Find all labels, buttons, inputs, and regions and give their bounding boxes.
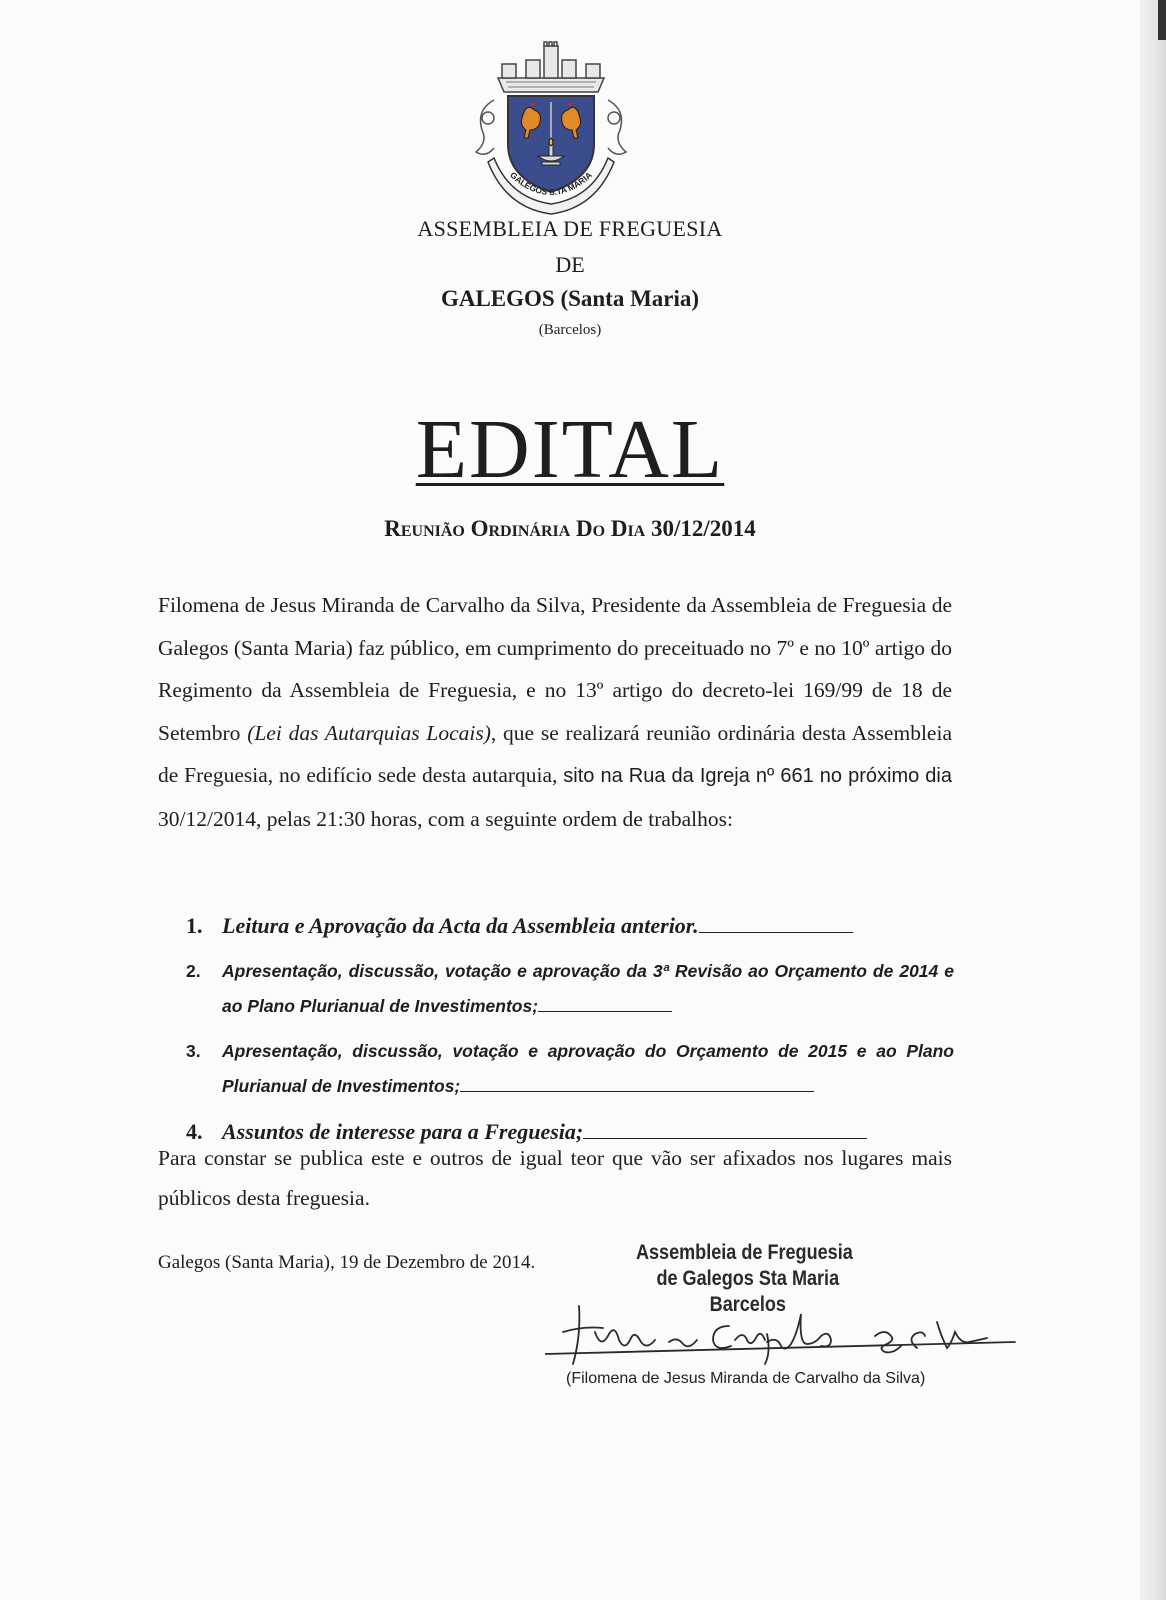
signatory-name: (Filomena de Jesus Miranda de Carvalho da Silva)	[566, 1370, 926, 1387]
body-paragraph: Filomena de Jesus Miranda de Carvalho da Silva, Presidente da Assembleia de Freguesia de Galegos (Santa Maria) faz público, em cumprimento do preceituado no 7º e no 10º artigo do Regimento da Assembleia de Freguesia, e no 13º artigo do decreto-lei 169/99 de 18 de Setembro (Lei das Autarquias Locais), que se realizará reunião ordinária desta Assembleia de Freguesia, no edifício sede desta autarquia, sito na Rua da Igreja nº 661 no próximo dia 30/12/2014, pelas 21:30 horas, com a seguinte ordem de trabalhos:	[158, 593, 952, 831]
header-assembly-line: ASSEMBLEIA DE FREGUESIA	[417, 216, 723, 241]
document-subtitle: Reunião Ordinária Do Dia 30/12/2014	[384, 516, 756, 541]
official-stamp: Assembleia de Freguesia de Galegos Sta Maria Barcelos	[635, 1241, 853, 1316]
agenda-item: 2. Apresentação, discussão, votação e aprovação da 3ª Revisão ao Orçamento de 2014 e ao Plano Plurianual de Investimentos;	[186, 961, 954, 1016]
fill-line	[538, 1010, 672, 1012]
coat-of-arms-icon	[466, 40, 636, 215]
header-de-line: DE	[555, 252, 585, 277]
fill-line	[699, 931, 853, 933]
agenda-item: 3. Apresentação, discussão, votação e aprovação do Orçamento de 2015 e ao Plano Plurianual de Investimentos;	[186, 1041, 954, 1096]
place-and-date: Galegos (Santa Maria), 19 de Dezembro de 2014.	[158, 1252, 536, 1273]
header-parish-name: GALEGOS (Santa Maria)	[440, 286, 700, 311]
agenda-list	[186, 908, 954, 1160]
header-municipality: (Barcelos)	[538, 322, 602, 338]
agenda-item: 4. Assuntos de interesse para a Freguesia;	[186, 1114, 954, 1150]
handwritten-signature	[545, 1292, 1025, 1372]
agenda-item: 1. Leitura e Aprovação da Acta da Assembleia anterior.	[186, 908, 954, 944]
fill-line	[460, 1090, 814, 1092]
document-title: EDITAL	[415, 403, 725, 496]
page-edge-shadow	[1140, 0, 1166, 1600]
crest-motto-text: GALEGOS S.TA MARIA	[508, 169, 594, 198]
mural-crown-icon	[498, 42, 604, 92]
page-edge-corner	[1158, 0, 1166, 40]
closing-paragraph: Para constar se publica este e outros de igual teor que vão ser afixados nos lugares mais públicos desta freguesia.	[158, 1146, 952, 1210]
